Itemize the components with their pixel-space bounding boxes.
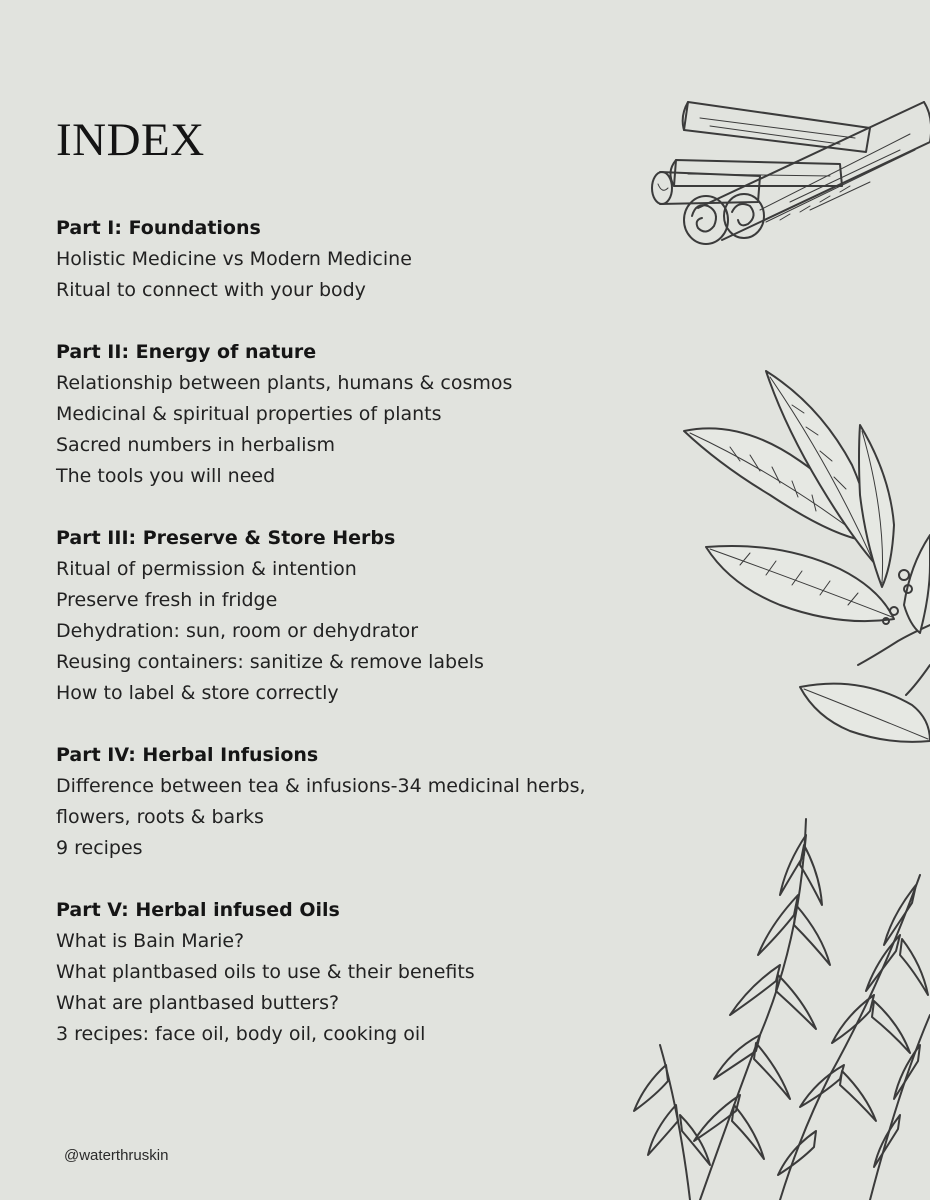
footer-handle: @waterthruskin xyxy=(64,1147,169,1164)
section-heading: Part I: Foundations xyxy=(56,217,261,239)
index-entry: Holistic Medicine vs Modern Medicine xyxy=(56,248,412,270)
index-entry: What plantbased oils to use & their benefits xyxy=(56,961,475,983)
section-heading: Part IV: Herbal Infusions xyxy=(56,744,319,766)
rosemary-sprigs-illustration xyxy=(630,815,930,1200)
index-entry: flowers, roots & barks xyxy=(56,806,264,828)
index-entry: Ritual of permission & intention xyxy=(56,558,357,580)
section-heading: Part II: Energy of nature xyxy=(56,341,317,363)
index-entry: Relationship between plants, humans & cosmos xyxy=(56,372,513,394)
index-entry: 9 recipes xyxy=(56,837,143,859)
index-entry: Sacred numbers in herbalism xyxy=(56,434,335,456)
section-part-5 xyxy=(56,895,636,1050)
bay-leaf-branch-illustration xyxy=(680,365,930,775)
section-heading: Part III: Preserve & Store Herbs xyxy=(56,527,396,549)
index-entry: Ritual to connect with your body xyxy=(56,279,366,301)
section-heading: Part V: Herbal infused Oils xyxy=(56,899,340,921)
index-entry: What is Bain Marie? xyxy=(56,930,245,952)
index-entry: Preserve fresh in fridge xyxy=(56,589,278,611)
index-entry: Difference between tea & infusions-34 medicinal herbs, xyxy=(56,775,586,797)
cinnamon-sticks-illustration xyxy=(640,90,930,260)
section-part-3 xyxy=(56,523,636,709)
page-title: INDEX xyxy=(56,114,205,166)
index-entry: What are plantbased butters? xyxy=(56,992,340,1014)
index-entry: How to label & store correctly xyxy=(56,682,339,704)
index-list xyxy=(56,213,636,1081)
index-entry: 3 recipes: face oil, body oil, cooking oil xyxy=(56,1023,426,1045)
section-part-1 xyxy=(56,213,636,306)
section-part-4 xyxy=(56,740,636,864)
index-entry: The tools you will need xyxy=(56,465,276,487)
index-entry: Reusing containers: sanitize & remove labels xyxy=(56,651,484,673)
index-entry: Dehydration: sun, room or dehydrator xyxy=(56,620,419,642)
section-part-2 xyxy=(56,337,636,492)
index-entry: Medicinal & spiritual properties of plants xyxy=(56,403,442,425)
